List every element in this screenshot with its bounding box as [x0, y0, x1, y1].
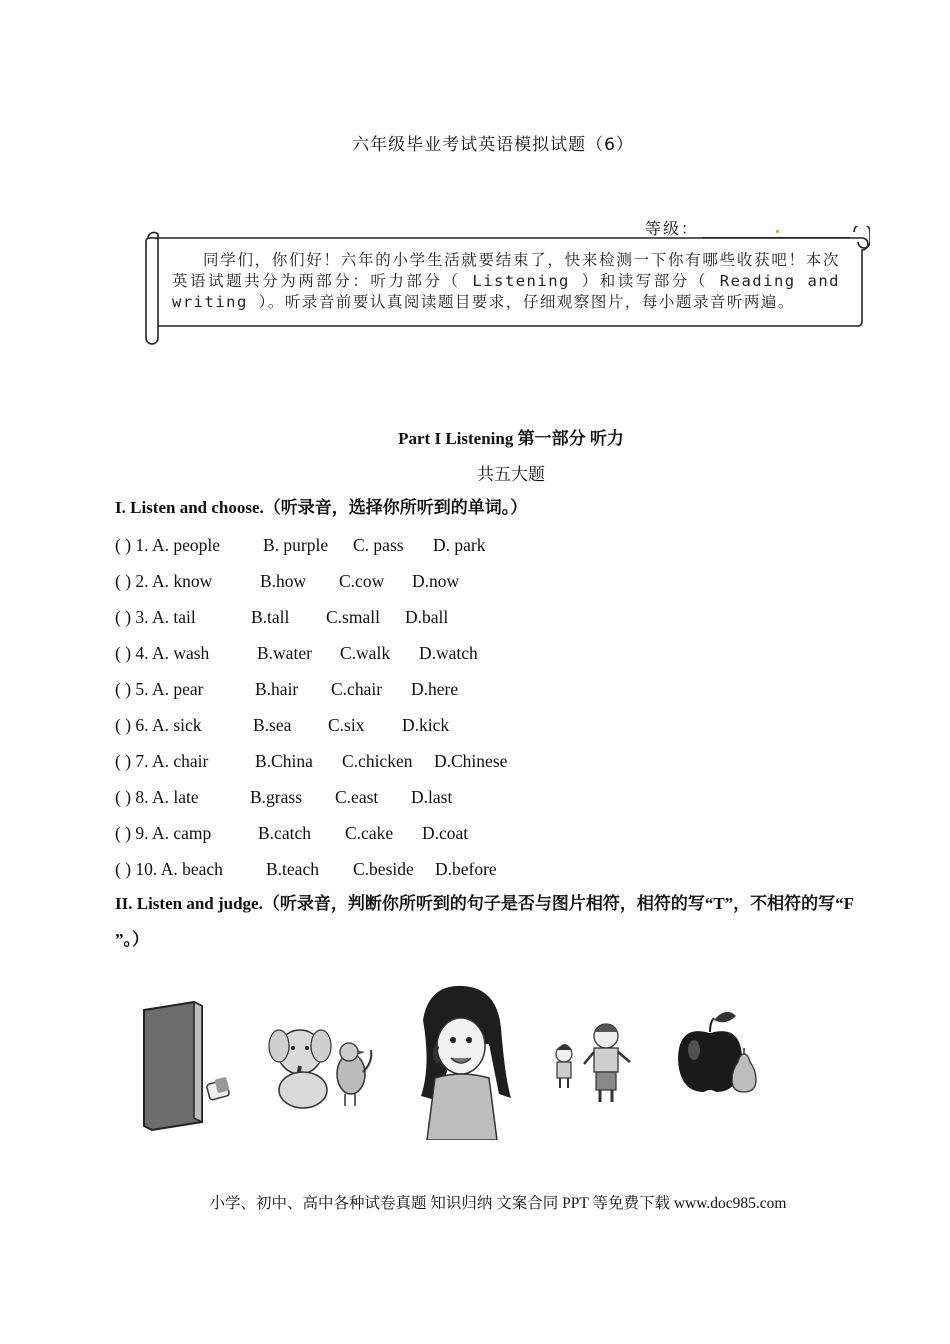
option-c: C.chicken: [342, 751, 413, 771]
option-d: D.Chinese: [434, 751, 508, 771]
question-number-option-a: ( ) 4. A. wash: [115, 643, 210, 663]
option-d: D.ball: [405, 607, 449, 627]
part-subtitle: 共五大题: [477, 465, 545, 484]
option-b: B.hair: [255, 679, 299, 699]
footer-text: 小学、初中、高中各种试卷真题 知识归纳 文案合同 PPT 等免费下载 www.doc985.com: [209, 1195, 787, 1212]
children-picture: [548, 980, 648, 1140]
option-d: D.now: [412, 571, 460, 591]
option-c: C.cow: [339, 571, 385, 591]
option-b: B.sea: [253, 715, 292, 735]
question-number-option-a: ( ) 7. A. chair: [115, 751, 209, 771]
option-d: D.coat: [422, 823, 469, 843]
question-number-option-a: ( ) 6. A. sick: [115, 715, 202, 735]
question-number-option-a: ( ) 2. A. know: [115, 571, 213, 591]
question-number-option-a: ( ) 5. A. pear: [115, 679, 204, 699]
option-b: B. purple: [263, 535, 329, 555]
option-b: B.teach: [266, 859, 319, 879]
option-c: C.walk: [340, 643, 391, 663]
option-c: C.cake: [345, 823, 394, 843]
option-d: D.here: [411, 679, 459, 699]
option-d: D.kick: [402, 715, 450, 735]
option-c: C.beside: [353, 859, 414, 879]
option-c: C.chair: [331, 679, 383, 699]
elephant-and-bird-picture: [265, 980, 380, 1140]
intro-text: 同学们，你们好！六年的小学生活就要结束了，快来检测一下你有哪些收获吧！本次英语试题共分为两部分：听力部分（ Listening ）和读写部分（ Reading and writing ）。听录音前要认真阅读题目要求，仔细观察图片，每小题录音听两遍。: [172, 251, 840, 311]
option-c: C.east: [335, 787, 379, 807]
option-b: B.grass: [250, 787, 303, 807]
option-d: D.before: [435, 859, 497, 879]
option-c: C. pass: [353, 535, 404, 555]
option-d: D. park: [433, 535, 486, 555]
option-b: B.China: [255, 751, 313, 771]
question-number-option-a: ( ) 1. A. people: [115, 535, 220, 555]
section-2-heading: II. Listen and judge.（听录音，判断你所听到的句子是否与图片相符，相符的写“T”，不相符的写“F ”。）: [115, 894, 854, 949]
option-b: B.tall: [251, 607, 290, 627]
option-b: B.water: [257, 643, 312, 663]
grade-label: 等级：: [645, 219, 700, 238]
apple-and-pear-picture: [670, 980, 770, 1140]
question-number-option-a: ( ) 3. A. tail: [115, 607, 196, 627]
option-b: B.catch: [258, 823, 311, 843]
page-title: 六年级毕业考试英语模拟试题（6）: [352, 135, 634, 155]
girl-picture: [405, 980, 515, 1140]
option-d: D.watch: [419, 643, 478, 663]
question-number-option-a: ( ) 9. A. camp: [115, 823, 212, 843]
question-number-option-a: ( ) 10. A. beach: [115, 859, 223, 879]
part-title: Part I Listening 第一部分 听力: [398, 429, 624, 448]
book-and-eraser-picture: [138, 980, 248, 1140]
option-b: B.how: [260, 571, 307, 591]
section-1-heading: I. Listen and choose.（听录音，选择你所听到的单词。）: [115, 498, 528, 517]
option-c: C.six: [328, 715, 365, 735]
question-number-option-a: ( ) 8. A. late: [115, 787, 199, 807]
option-c: C.small: [326, 607, 380, 627]
option-d: D.last: [411, 787, 453, 807]
